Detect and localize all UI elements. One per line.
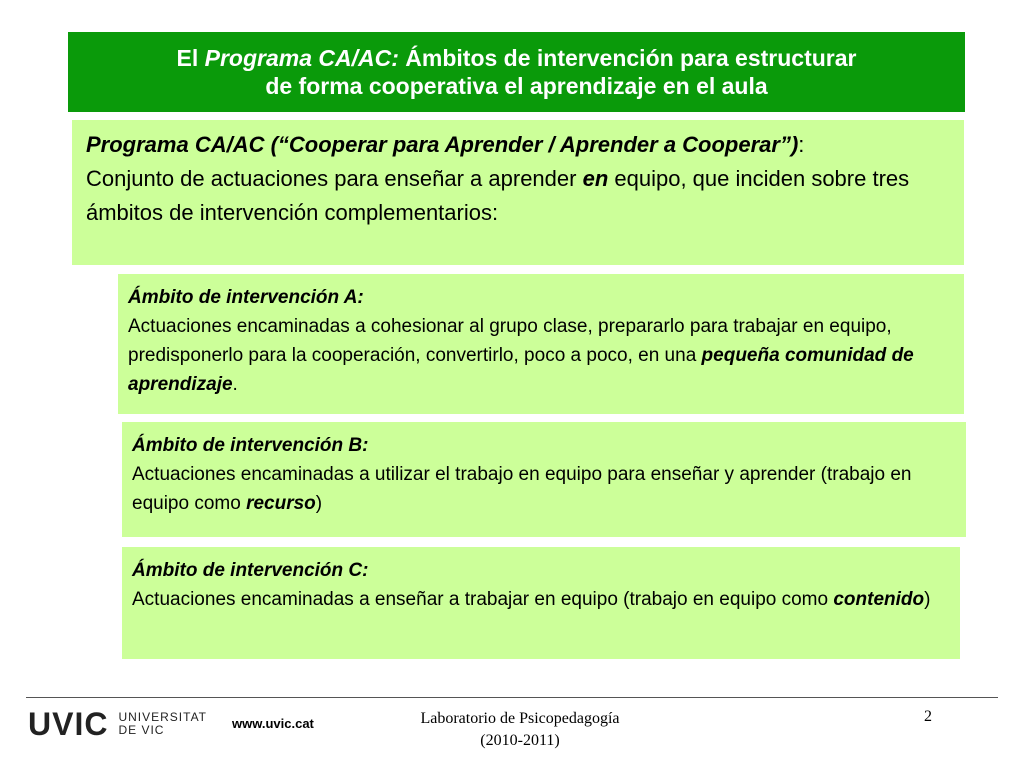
scope-box-c (122, 547, 960, 659)
title-prefix: El (176, 45, 205, 71)
definition-emphasis: en (582, 166, 609, 191)
slide-title (68, 32, 965, 112)
logo-mark: UVIC (28, 706, 109, 742)
scope-c-text: Actuaciones encaminadas a enseñar a trabajar en equipo (trabajo en equipo como (132, 589, 834, 610)
lab-years: (2010-2011) (480, 732, 560, 749)
logo-text (118, 711, 207, 737)
scope-b-text: Actuaciones encaminadas a utilizar el trabajo en equipo para enseñar y aprender (trabajo en equipo como (132, 464, 912, 514)
scope-box-b (122, 422, 966, 537)
footer-divider (26, 697, 998, 698)
definition-text-start: Conjunto de actuaciones para enseñar a aprender (86, 166, 583, 191)
scope-c-label: Ámbito de intervención C: (132, 560, 369, 581)
scope-a-label: Ámbito de intervención A: (128, 287, 364, 308)
program-heading: Programa CA/AC (“Cooperar para Aprender / Aprender a Cooperar”) (86, 132, 799, 157)
scope-box-a (118, 274, 964, 414)
title-program-name: Programa CA/AC: (204, 45, 399, 71)
definition-text-end: equipo, que inciden sobre tres ámbitos de intervención complementarios: (86, 166, 910, 225)
scope-b-label: Ámbito de intervención B: (132, 435, 369, 456)
logo-line1: UNIVERSITAT (118, 710, 208, 724)
program-definition-box (72, 120, 964, 265)
scope-a-text: Actuaciones encaminadas a cohesionar al grupo clase, prepararlo para trabajar en equipo, predisponerlo para la cooperación, convertirlo, poco a poco, en una (128, 316, 892, 366)
title-line1-rest: Ámbitos de intervención para estructurar (398, 45, 857, 71)
website-link[interactable]: www.uvic.cat (232, 716, 314, 731)
program-heading-colon: : (798, 132, 805, 157)
scope-b-emphasis: recurso (246, 493, 316, 514)
slide-title-line2: de forma cooperativa el aprendizaje en el aula (265, 73, 768, 99)
footer-lab (360, 708, 680, 752)
lab-name: Laboratorio de Psicopedagogía (420, 710, 620, 727)
scope-b-tail: ) (315, 493, 323, 514)
logo-line2: DE VIC (118, 723, 165, 737)
scope-a-emphasis: pequeña comunidad de aprendizaje (128, 345, 914, 395)
scope-a-tail: . (232, 374, 238, 395)
uvic-logo (28, 706, 208, 742)
scope-c-emphasis: contenido (833, 589, 925, 610)
slide-title-line1 (177, 44, 857, 72)
page-number: 2 (924, 708, 932, 725)
scope-c-tail: ) (924, 589, 931, 610)
